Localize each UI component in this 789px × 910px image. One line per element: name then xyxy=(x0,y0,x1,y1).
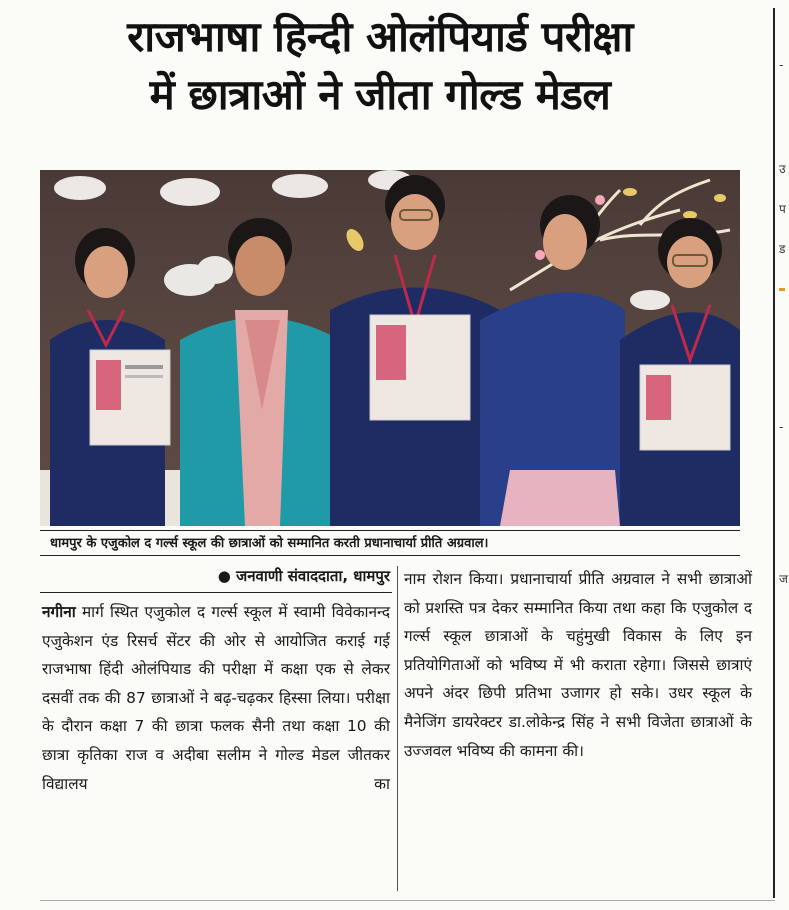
dateline-lead: नगीना xyxy=(42,603,76,621)
student-3 xyxy=(620,218,740,526)
bullet-icon: ● xyxy=(217,567,231,585)
student-1 xyxy=(50,228,170,526)
adjacent-glyph: - xyxy=(779,58,784,72)
photo-caption: धामपुर के एजुकोल द गर्ल्स स्कूल की छात्राओं को सम्मानित करती प्रधानाचार्या प्रीति अग्रवाल। xyxy=(40,530,740,556)
column-2-text: नाम रोशन किया। प्रधानाचार्या प्रीति अग्रवाल ने सभी छात्राओं को प्रशस्ति पत्र देकर सम्मानित किया तथा कहा कि एजुकोल द गर्ल्स स्कूल छात्राओं के चहुंमुखी विकास के लिए इन प्रतियोगिताओं को भविष्य में भी कराता रहेगा। जिससे छात्राएं अपने अंदर छिपी प्रतिभा उजागर हो सके। उधर स्कूल के मैनेजिंग डायरेक्टर डा.लोकेन्द्र सिंह ने सभी विजेता छात्राओं के उज्जवल भविष्य की कामना की। xyxy=(404,570,752,760)
bottom-rule xyxy=(40,900,775,901)
adjacent-glyph: ज xyxy=(779,572,788,586)
adjacent-glyph: उ xyxy=(779,162,786,176)
student-2 xyxy=(330,175,500,526)
column-1-text: मार्ग स्थित एजुकोल द गर्ल्स स्कूल में स्वामी विवेकानन्द एजुकेशन एंड रिसर्च सेंटर की ओर से आयोजित कराई गई राजभाषा हिंदी ओलंपियाड की परीक्षा में कक्षा एक से लेकर दसवीं तक की 87 छात्राओं ने बढ़-चढ़कर हिस्सा लिया। परीक्षा के दौरान कक्षा 7 की छात्रा फलक सैनी तथा कक्षा 10 की छात्रा कृतिका राज व अदीबा सलीम ने गोल्ड मेडल जीतकर विद्यालय का xyxy=(42,603,390,793)
byline-divider xyxy=(40,592,392,593)
teacher xyxy=(480,195,625,526)
byline xyxy=(140,566,390,586)
adjacent-accent-mark xyxy=(779,288,785,291)
headline xyxy=(20,8,740,124)
adjacent-glyph: प xyxy=(779,202,786,216)
article-column-1 xyxy=(42,598,390,798)
headline-line-1: राजभाषा हिन्दी ओलंपियार्ड परीक्षा xyxy=(127,12,633,61)
column-divider xyxy=(397,566,398,891)
news-photo xyxy=(40,170,740,526)
photo-illustration xyxy=(40,170,740,526)
byline-text: जनवाणी संवाददाता, धामपुर xyxy=(236,567,390,585)
wall-leaves xyxy=(270,188,726,272)
article-column-2 xyxy=(404,565,752,765)
adjacent-article-edge xyxy=(773,8,789,898)
adjacent-glyph: ड xyxy=(779,242,786,256)
adjacent-glyph: - xyxy=(779,420,784,434)
headline-line-2: में छात्राओं ने जीता गोल्ड मेडल xyxy=(149,70,611,119)
